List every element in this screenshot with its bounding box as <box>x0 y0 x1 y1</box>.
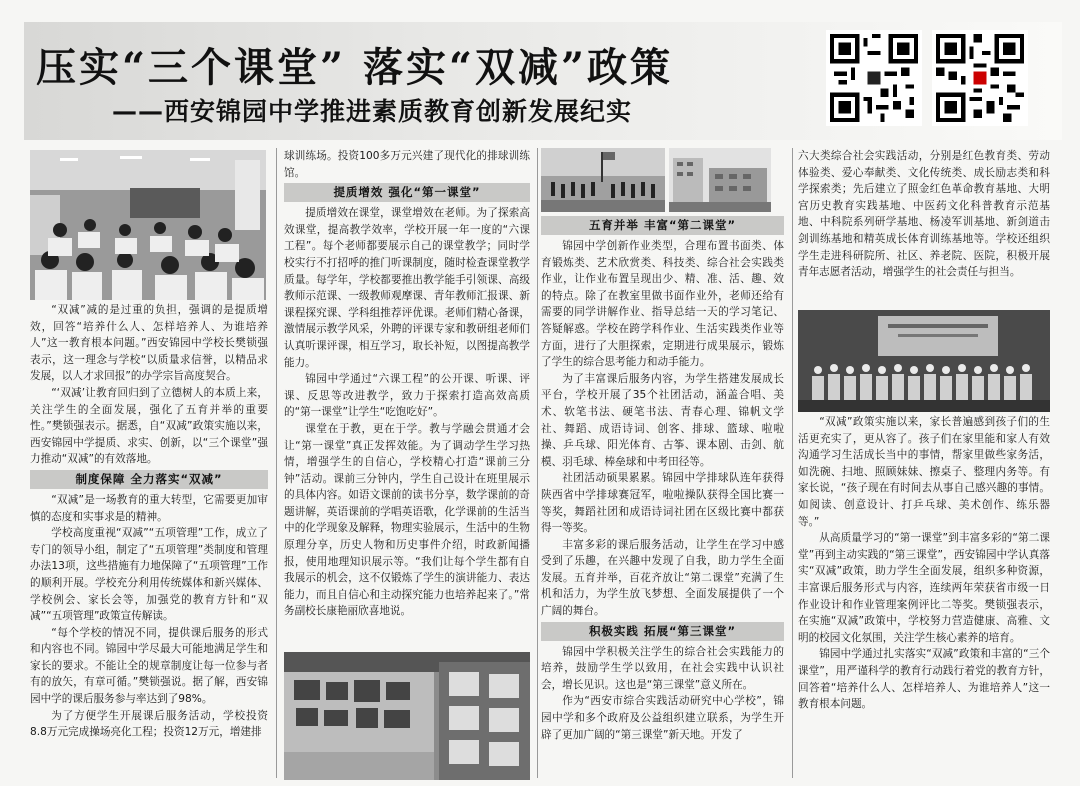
article-column-1 <box>30 302 268 778</box>
article-column-4 <box>798 414 1050 780</box>
section-heading: 制度保障 全力落实“双减” <box>30 470 268 489</box>
paragraph: 为了丰富课后服务内容，为学生搭建发展成长平台，学校开展了35个社团活动，涵盖合唱、美术、软笔书法、硬笔书法、青春心理、锦帆文学社、舞蹈、成语诗词、创客、排球、篮球、啦啦操、乒乓球、阳光体育、古筝、课本剧、击剑、航模、羽毛球、棒垒球和中考田径等。 <box>541 372 784 468</box>
paragraph: “双减”政策实施以来，家长普遍感到孩子们的生活更充实了，更从容了。孩子们在家里能和家人有效沟通学习生活成长当中的事情，帮家里做些家务活，如洗碗、扫地、照顾妹妹、擦桌子、整理内务等。有家长说，“孩子现在有时间去从事自己感兴趣的事情。如阅读、创意设计、打乒乓球、美术创作、练乐器等。” <box>798 416 1050 528</box>
column-divider <box>792 148 793 778</box>
paragraph: 六大类综合社会实践活动，分别是红色教育类、劳动体验类、爱心奉献类、文化传统类、成长励志类和科学探索类；先后建立了照金红色革命教育基地、大明宫历史教育实践基地、中医药文化科普教育示范基地、中科院系列研学基地、杨凌军训基地、新剑道击剑训练基地和精英成长体育训练基地等。学校还组织学生走进科研院所、社区、养老院、医院，积极开展青年志愿者活动，增强学生的社会责任与担当。 <box>798 150 1050 279</box>
paragraph: 学校高度重视“双减”“五项管理”工作，成立了专门的领导小组，制定了“五项管理”类制度和管理办法13项，这些措施有力地保障了“五项管理”工作的顺利开展。学校充分利用传统媒体和新兴媒体、学校例会、家长会等，加强党的教育方针和“双减”“五项管理”政策宣传解读。 <box>30 527 268 623</box>
paragraph: 球训练场。投资100多万元兴建了现代化的排球训练馆。 <box>284 150 530 179</box>
headline-title: 压实“三个课堂” 落实“双减”政策 <box>36 44 673 91</box>
paragraph: 丰富多彩的课后服务活动，让学生在学习中感受到了乐趣，在兴趣中发现了自我，助力学生全面发展。五育并举，百花齐放让“第二课堂”充满了生机和活力，为学生放飞梦想、全面发展提供了一个广阔的舞台。 <box>541 538 784 618</box>
paragraph: “‘双减’让教育回归到了立德树人的本质上来，关注学生的全面发展，强化了五育并举的重要性。”樊锁强表示。据悉，自“双减”政策实施以来，西安锦园中学提质、求实、创新，以“三个课堂”强力推动“双减”的有效落地。 <box>30 386 268 466</box>
paragraph: “每个学校的情况不同，提供课后服务的形式和内容也不同。锦园中学尽最大可能地满足学生和家长的要求。不能让全的规章制度让每一位参与者有的放矢，有章可循。”樊锁强说。据了解，西安锦园中学的课后服务参与率达到了98%。 <box>30 626 268 706</box>
paragraph: 锦园中学积极关注学生的综合社会实践能力的培养，鼓励学生学以致用，在社会实践中认识社会，增长见识。这也是“第三课堂”意义所在。 <box>541 645 784 691</box>
paragraph: “双减”是一场教育的重大转型，它需要更加审慎的态度和实事求是的精神。 <box>30 493 268 523</box>
article-column-4-top <box>798 148 1050 306</box>
column-divider <box>276 148 277 778</box>
exhibition-hall-photo <box>284 652 530 780</box>
section-heading: 积极实践 拓展“第三课堂” <box>541 622 784 641</box>
qr-code-icon <box>826 30 922 126</box>
paragraph: “双减”减的是过重的负担，强调的是提质增效，回答“培养什么人、怎样培养人、为谁培养人”这一教育根本问题。”西安锦园中学校长樊锁强表示，这一理念与学校“以质量求信誉，以精品求发展，以人才求回报”的办学宗旨高度契合。 <box>30 304 268 383</box>
section-heading: 五育并举 丰富“第二课堂” <box>541 216 784 235</box>
paragraph: 锦园中学通过“六课工程”的公开课、听课、评课、反思等改进教学，致力于探索打造高效高质的“第一课堂”让学生“吃饱吃好”。 <box>284 373 530 419</box>
paragraph: 从高质量学习的“第一课堂”到丰富多彩的“第二课堂”再到主动实践的“第三课堂”，西安锦园中学认真落实“双减”政策，助力学生全面发展，组织多种资源，丰富课后服务形式与内容，连续两年荣获省市级一日作业设计和作业管理案例评比二等奖。樊锁强表示，在实施“双减”政策中，学校努力营造健康、高雅、文明的校园文化氛围，关注学生核心素养的培育。 <box>798 532 1050 644</box>
ceremony-group-photo <box>798 310 1050 412</box>
paragraph: 为了方便学生开展课后服务活动，学校投资8.8万元完成操场亮化工程；投资12万元，增建排 <box>30 709 268 739</box>
article-column-2 <box>284 148 530 650</box>
qr-code-icon <box>932 30 1028 126</box>
paragraph: 提质增效在课堂，课堂增效在老师。为了探索高效课堂，提高教学效率，学校开展一年一度的“六课工程”。每个老师都要展示自己的课堂教学；同时学校实行不打招呼的推门听课制度，随时检查课堂教学质量。每学年，学校都要推出教学能手引领课、高级教师示范课、一级教师观摩课、青年教师汇报课、新课程探究课、学科组推荐评优课。老师们精心备课，激情展示教学风采，外聘的评课专家和教研组老师们认真听课评课，相互学习，取长补短，以图提高教学能力。 <box>284 207 530 369</box>
section-heading: 提质增效 强化“第一课堂” <box>284 183 530 202</box>
paragraph: 锦园中学创新作业类型，合理布置书面类、体育锻炼类、艺术欣赏类、科技类、综合社会实践类作业，让作业布置呈现出少、精、准、活、趣、效的特点。除了在教室里做书面作业外，老师还给有需要的同学讲解作业、指导总结一天的学习笔记、答疑解惑。学校在跨学科作业、生活实践类作业等方面，进行了大胆探索，定期进行成果展示，锻炼了学生的综合思考能力和动手能力。 <box>541 240 784 369</box>
paragraph: 课堂在于教，更在于学。教与学融会贯通才会让“第一课堂”真正发挥效能。为了调动学生学习热情，增强学生的自信心，学校精心打造“课前三分钟”活动。课前三分钟内，学生自己设计在班里展示的具体内容。如语文课前的读书分享，数学课前的奇题讲解，英语课前的学唱英语歌，化学课前的生活当中的化学现象及解释，物理实验展示，生活中的生物原理分享，历史人物和历史事件介绍，时政新闻播报，使用地理知识展示等。“我们让每个学生都有自我展示的机会，这不仅锻炼了学生的演讲能力、表达能力，而且自信心和主动探究能力也培养起来了。”常务副校长康艳丽欣喜地说。 <box>284 422 530 618</box>
article-column-3 <box>541 214 784 780</box>
campus-building-photo <box>669 148 771 212</box>
paragraph: 锦园中学通过扎实落实“双减”政策和丰富的“三个课堂”，用严谨科学的教育行动践行着党的教育方针，回答着“培养什么人、怎样培养人、为谁培养人”这一教育根本问题。 <box>798 648 1050 711</box>
classroom-photo <box>30 150 266 300</box>
paragraph: 作为“西安市综合实践活动研究中心学校”，锦园中学和多个政府及公益组织建立联系，为学生开辟了更加广阔的“第三课堂”新天地。开发了 <box>541 695 784 741</box>
sports-parade-photo <box>541 148 665 212</box>
paragraph: 社团活动硕果累累。锦园中学排球队连年获得陕西省中学排球赛冠军，啦啦操队获得全国比赛一等奖，舞蹈社团和成语诗词社团在区级比赛中都获得一等奖。 <box>541 472 784 535</box>
headline-subtitle: ——西安锦园中学推进素质教育创新发展纪实 <box>112 97 633 126</box>
column-divider <box>537 148 538 778</box>
